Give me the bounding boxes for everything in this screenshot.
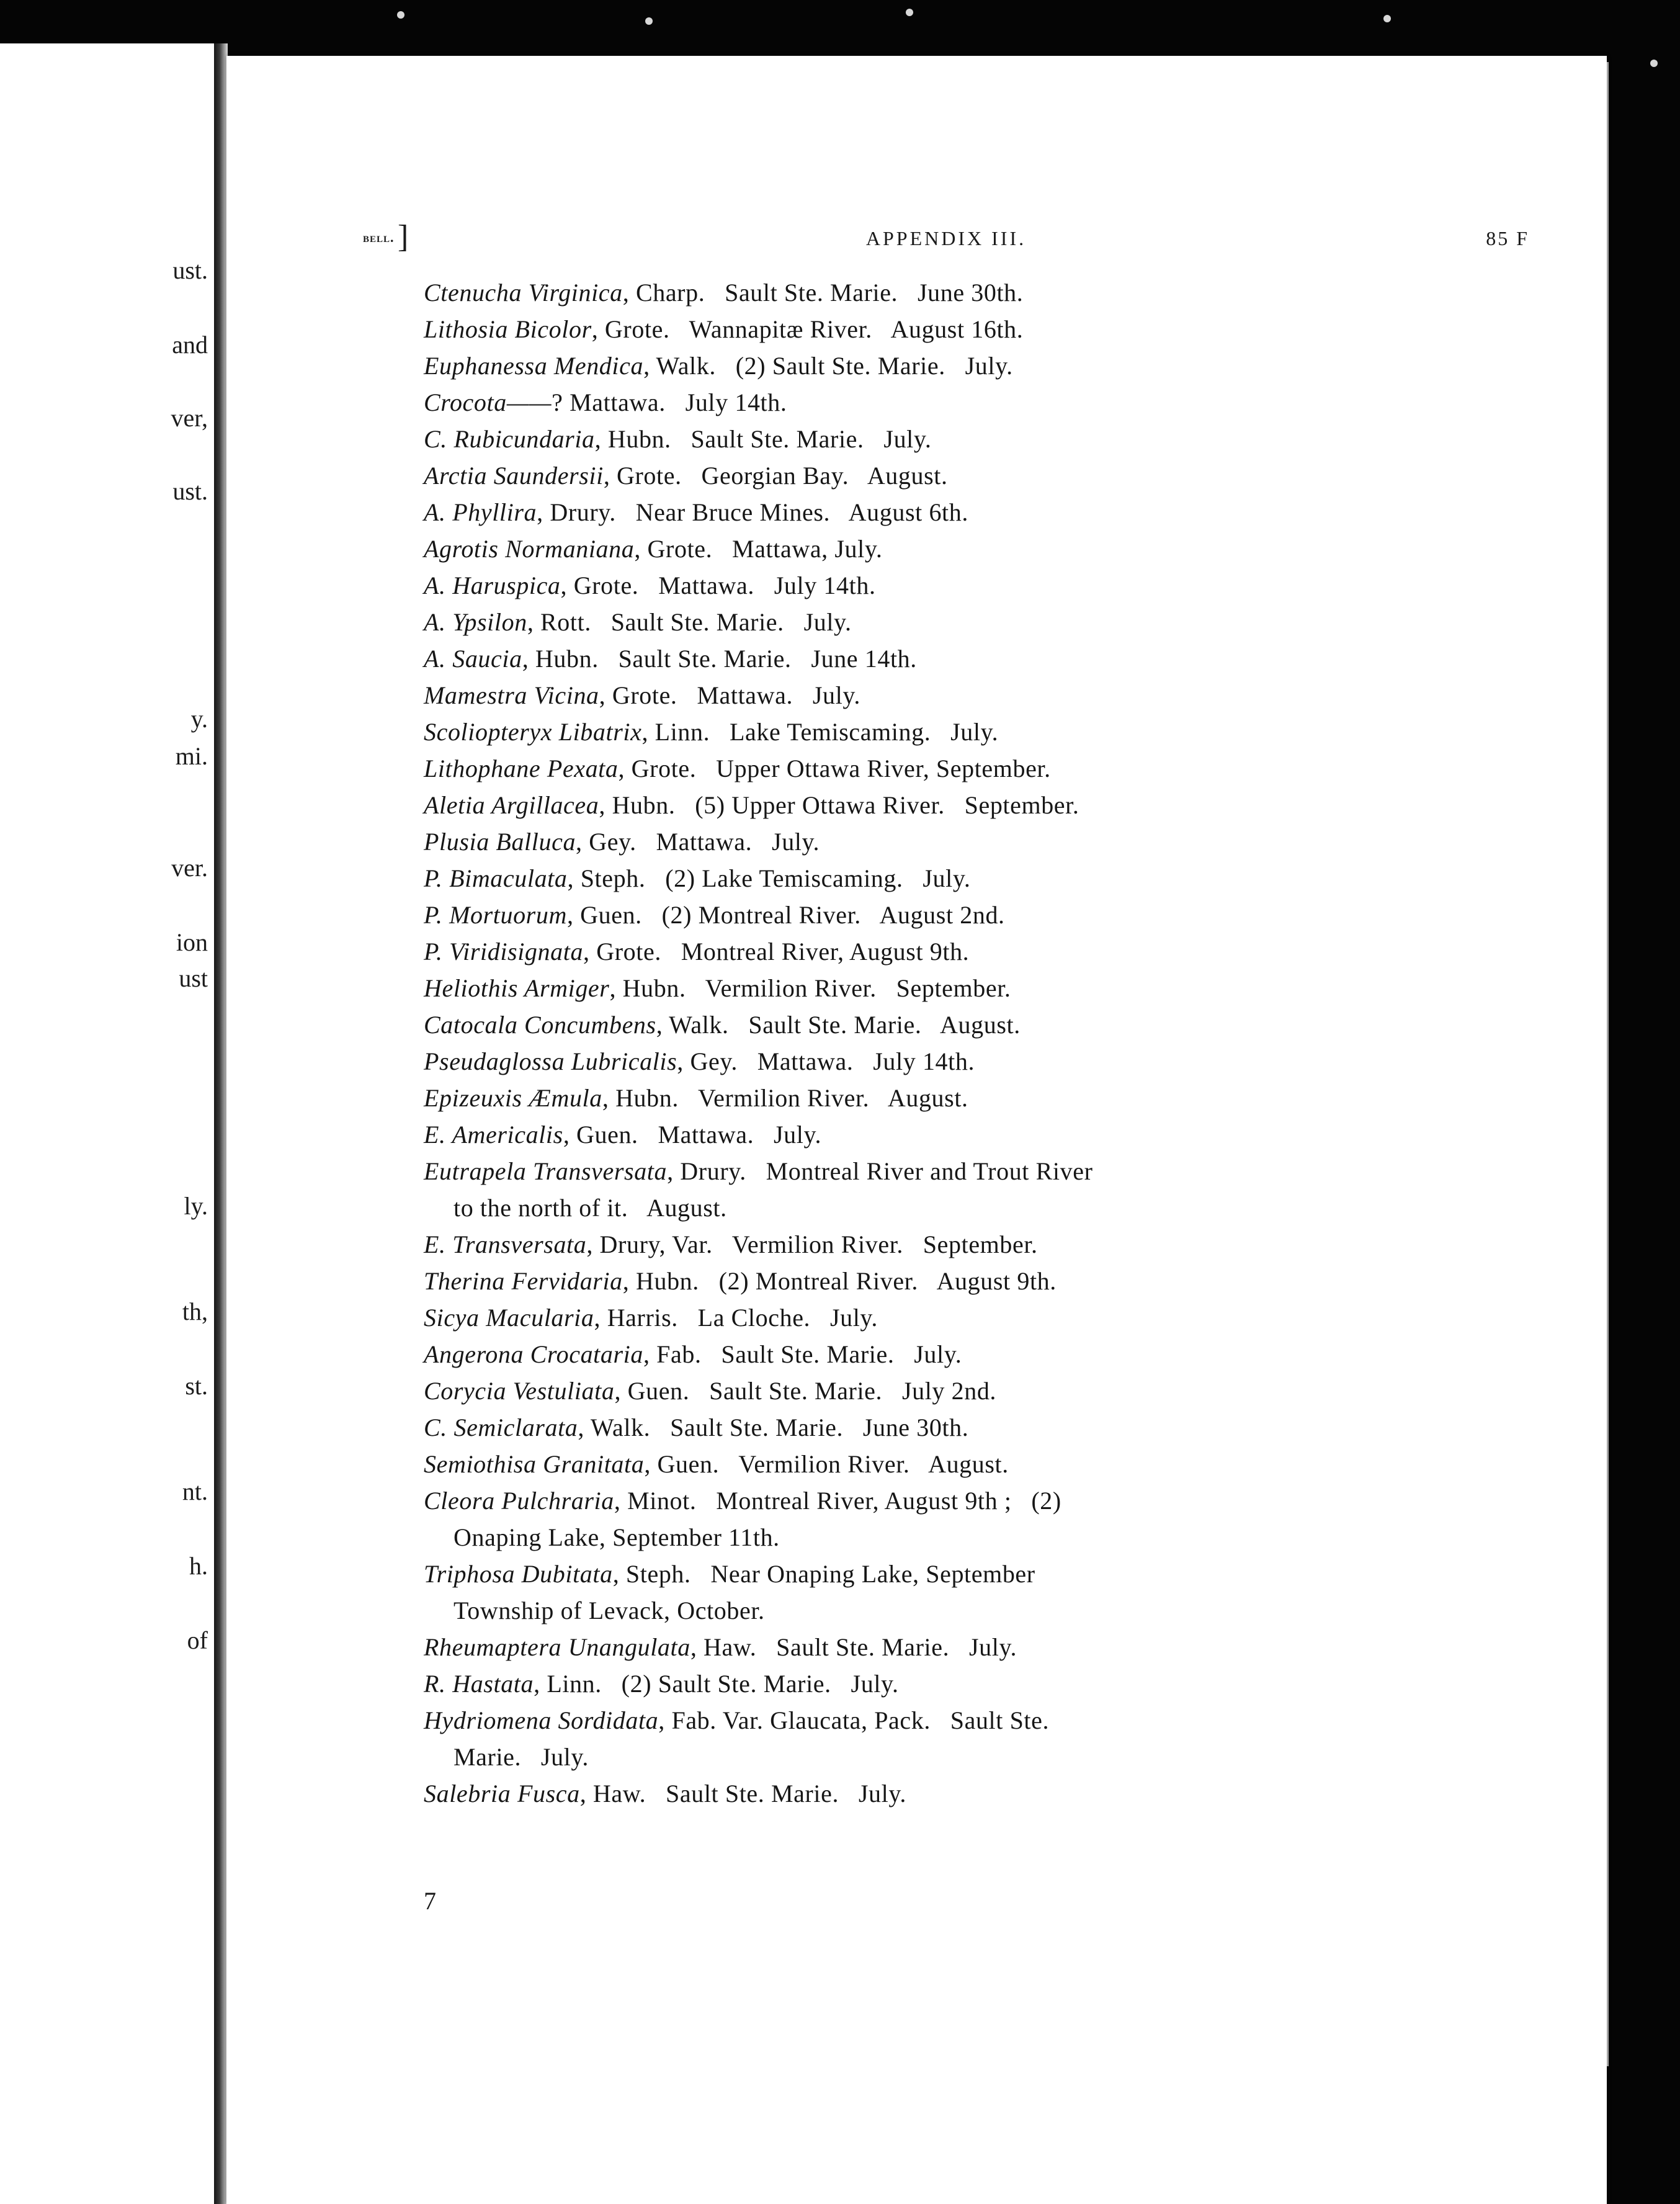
entry-details: , Minot. Montreal River, August 9th ; (2) [614, 1487, 1061, 1515]
species-entry [424, 640, 1534, 677]
entry-details: , Linn. Lake Temiscaming. July. [641, 718, 999, 746]
species-entry [424, 311, 1534, 347]
entry-details: to the north of it. August. [454, 1194, 727, 1222]
species-name: Therina Fervidaria [424, 1267, 623, 1295]
entry-details: , Hubn. Vermilion River. August. [602, 1084, 968, 1112]
entry-details: , Fab. Var. Glaucata, Pack. Sault Ste. [658, 1706, 1050, 1734]
species-list [424, 274, 1534, 1812]
species-entry [424, 970, 1534, 1006]
left-page-fragment: ver, [171, 404, 208, 432]
species-entry [424, 1153, 1534, 1189]
species-entry [424, 347, 1534, 384]
entry-details: , Grote. Mattawa, July. [634, 535, 883, 563]
book-gutter [214, 43, 228, 2204]
right-page [226, 56, 1607, 2204]
entry-details: ? Mattawa. July 14th. [552, 388, 787, 416]
species-name: P. Mortuorum [424, 901, 567, 929]
scan-border-noise [0, 0, 1680, 43]
species-name: Hydriomena Sordidata [424, 1706, 659, 1734]
species-entry [424, 384, 1534, 421]
left-page-fragment: ly. [184, 1192, 208, 1220]
entry-details: , Drury. Near Bruce Mines. August 6th. [537, 498, 968, 526]
entry-details: , Fab. Sault Ste. Marie. July. [643, 1340, 962, 1368]
entry-details: , Grote. Montreal River, August 9th. [583, 938, 970, 965]
species-name: Lithophane Pexata [424, 755, 619, 782]
entry-details: , Rott. Sault Ste. Marie. July. [527, 608, 852, 636]
species-entry [424, 1226, 1534, 1263]
header-bracket: ] [398, 219, 409, 254]
entry-details: , Gey. Mattawa. July 14th. [677, 1047, 975, 1075]
species-name: Agrotis Normaniana [424, 535, 635, 563]
species-name: Cleora Pulchraria [424, 1487, 614, 1515]
species-entry [424, 1080, 1534, 1116]
left-page-fragment: ust. [172, 477, 208, 505]
species-name: A. Haruspica [424, 571, 561, 599]
species-entry [424, 1482, 1534, 1519]
entry-details: , Linn. (2) Sault Ste. Marie. July. [534, 1670, 899, 1698]
left-page-fragment: and [172, 331, 208, 359]
species-entry [424, 933, 1534, 970]
species-name: Ctenucha Virginica [424, 279, 623, 307]
left-page-fragment: th, [182, 1297, 208, 1325]
running-header [363, 219, 1529, 261]
entry-details: Onaping Lake, September 11th. [454, 1523, 780, 1551]
species-entry [424, 897, 1534, 933]
species-name: Mamestra Vicina [424, 681, 599, 709]
left-page-fragment: st. [185, 1372, 208, 1400]
species-name: Rheumaptera Unangulata [424, 1633, 690, 1661]
left-page-fragment: y. [190, 705, 208, 733]
left-page-fragment: of [187, 1626, 208, 1654]
entry-details: , Charp. Sault Ste. Marie. June 30th. [622, 279, 1024, 307]
species-entry [424, 1116, 1534, 1153]
entry-details: , Walk. Sault Ste. Marie. August. [656, 1011, 1021, 1039]
entry-details: , Gey. Mattawa. July. [576, 828, 820, 856]
entry-continuation-line [424, 1592, 1534, 1629]
species-entry [424, 787, 1534, 823]
species-name: E. Transversata [424, 1230, 587, 1258]
species-entry [424, 1775, 1534, 1812]
species-name: Catocala Concumbens [424, 1011, 656, 1039]
species-entry [424, 677, 1534, 714]
species-name: Pseudaglossa Lubricalis [424, 1047, 677, 1075]
species-entry [424, 1665, 1534, 1702]
species-name: Corycia Vestuliata [424, 1377, 615, 1405]
species-entry [424, 1409, 1534, 1446]
entry-details: , Hubn. Vermilion River. September. [609, 974, 1011, 1002]
signature-mark: 7 [424, 1887, 436, 1915]
entry-details: , Drury, Var. Vermilion River. September. [586, 1230, 1038, 1258]
species-entry [424, 457, 1534, 494]
species-entry [424, 604, 1534, 640]
species-entry [424, 421, 1534, 457]
entry-details: , Drury. Montreal River and Trout River [667, 1157, 1093, 1185]
species-entry [424, 1373, 1534, 1409]
species-name: Sicya Macularia [424, 1304, 594, 1332]
entry-details: , Steph. Near Onaping Lake, September [612, 1560, 1035, 1588]
entry-details: , Grote. Upper Ottawa River, September. [618, 755, 1051, 782]
left-page-edge [0, 43, 214, 2204]
species-entry [424, 1556, 1534, 1592]
header-title: APPENDIX III. [865, 227, 1027, 249]
species-entry [424, 1446, 1534, 1482]
entry-details: Township of Levack, October. [454, 1597, 765, 1624]
species-entry [424, 1043, 1534, 1080]
species-entry [424, 567, 1534, 604]
species-name: Arctia Saundersii [424, 462, 604, 490]
left-page-fragment: ion [176, 928, 208, 956]
species-name: A. Ypsilon [424, 608, 527, 636]
left-page-fragment: ver. [171, 854, 208, 882]
species-entry [424, 1263, 1534, 1299]
species-name: Crocota—— [424, 388, 552, 416]
species-name: P. Viridisignata [424, 938, 584, 965]
species-entry [424, 714, 1534, 750]
species-name: Heliothis Armiger [424, 974, 610, 1002]
entry-details: , Walk. (2) Sault Ste. Marie. July. [643, 352, 1013, 380]
species-name: A. Saucia [424, 645, 522, 673]
species-entry [424, 750, 1534, 787]
entry-details: , Hubn. Sault Ste. Marie. July. [594, 425, 932, 453]
species-name: Salebria Fusca [424, 1780, 580, 1808]
species-name: Eutrapela Transversata [424, 1157, 668, 1185]
entry-details: , Steph. (2) Lake Temiscaming. July. [567, 864, 971, 892]
left-page-fragment: ust [179, 964, 208, 992]
species-entry [424, 1702, 1534, 1739]
entry-continuation-line [424, 1519, 1534, 1556]
species-name: Scoliopteryx Libatrix [424, 718, 642, 746]
species-name: Angerona Crocataria [424, 1340, 643, 1368]
species-entry [424, 531, 1534, 567]
entry-details: , Harris. La Cloche. July. [594, 1304, 878, 1332]
species-name: Aletia Argillacea [424, 791, 599, 819]
left-page-fragment: mi. [175, 742, 208, 770]
species-name: C. Semiclarata [424, 1413, 578, 1441]
entry-details: Marie. July. [454, 1743, 589, 1771]
entry-details: , Grote. Georgian Bay. August. [603, 462, 948, 490]
species-name: C. Rubicundaria [424, 425, 595, 453]
left-page-fragment: ust. [172, 256, 208, 284]
species-entry [424, 1006, 1534, 1043]
entry-details: , Guen. Mattawa. July. [563, 1121, 822, 1149]
entry-details: , Haw. Sault Ste. Marie. July. [579, 1780, 906, 1808]
entry-details: , Haw. Sault Ste. Marie. July. [690, 1633, 1017, 1661]
species-name: P. Bimaculata [424, 864, 568, 892]
entry-details: , Grote. Mattawa. July 14th. [560, 571, 876, 599]
species-name: Plusia Balluca [424, 828, 576, 856]
species-name: Lithosia Bicolor [424, 315, 592, 343]
entry-details: , Hubn. Sault Ste. Marie. June 14th. [522, 645, 917, 673]
species-entry [424, 1629, 1534, 1665]
entry-details: , Guen. Vermilion River. August. [644, 1450, 1009, 1478]
left-page-fragment: h. [189, 1552, 208, 1580]
species-name: Triphosa Dubitata [424, 1560, 613, 1588]
entry-continuation-line [424, 1189, 1534, 1226]
species-name: Epizeuxis Æmula [424, 1084, 602, 1112]
species-name: Semiothisa Granitata [424, 1450, 645, 1478]
species-entry [424, 823, 1534, 860]
species-name: R. Hastata [424, 1670, 534, 1698]
species-entry [424, 1299, 1534, 1336]
species-name: Euphanessa Mendica [424, 352, 644, 380]
entry-details: , Hubn. (2) Montreal River. August 9th. [622, 1267, 1057, 1295]
species-entry [424, 274, 1534, 311]
species-entry [424, 494, 1534, 531]
species-name: A. Phyllira [424, 498, 537, 526]
entry-details: , Grote. Wannapitæ River. August 16th. [591, 315, 1024, 343]
left-page-fragment: nt. [182, 1477, 208, 1505]
entry-continuation-line [424, 1739, 1534, 1775]
entry-details: , Guen. Sault Ste. Marie. July 2nd. [614, 1377, 997, 1405]
header-author-label: bell. [363, 230, 395, 245]
entry-details: , Grote. Mattawa. July. [599, 681, 860, 709]
species-entry [424, 860, 1534, 897]
species-entry [424, 1336, 1534, 1373]
entry-details: , Guen. (2) Montreal River. August 2nd. [566, 901, 1005, 929]
entry-details: , Hubn. (5) Upper Ottawa River. September. [599, 791, 1079, 819]
page-number: 85 F [1486, 227, 1529, 249]
species-name: E. Americalis [424, 1121, 563, 1149]
entry-details: , Walk. Sault Ste. Marie. June 30th. [578, 1413, 969, 1441]
